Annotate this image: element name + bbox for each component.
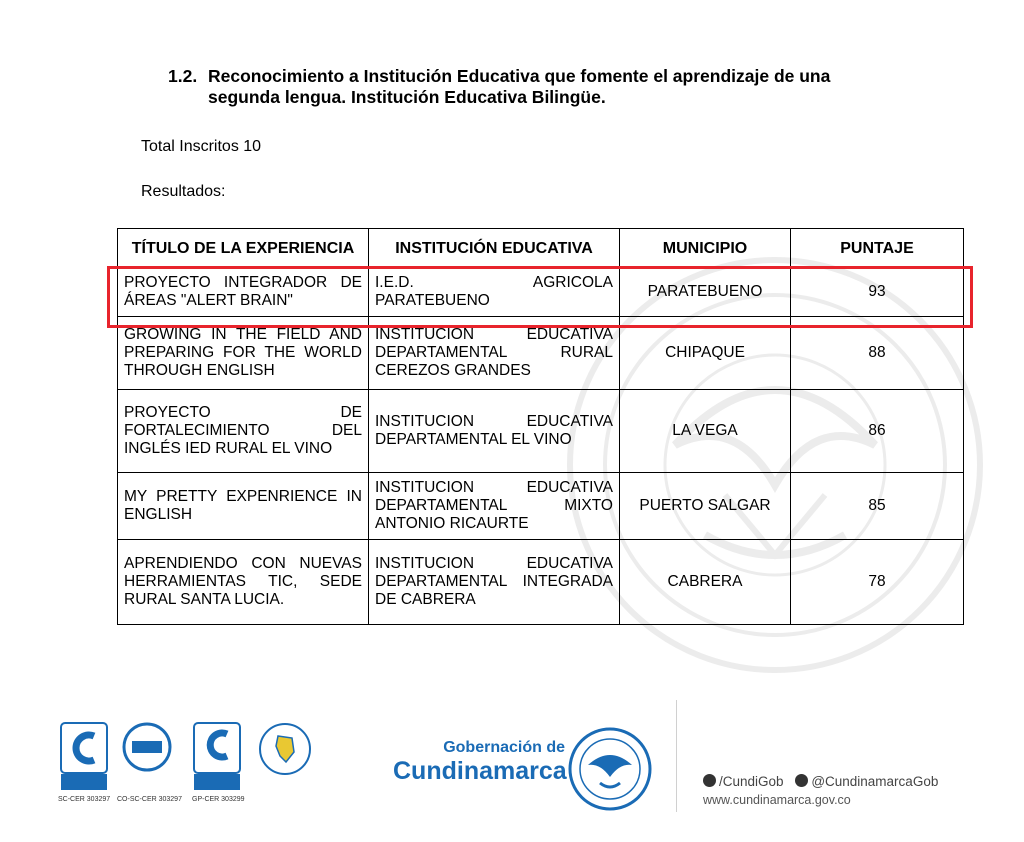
header-puntaje: PUNTAJE [791,229,964,268]
cert-code-2: CO-SC-CER 303297 [117,796,182,803]
section-title-line2: segunda lengua. Institución Educativa Bilingüe. [208,87,606,107]
cundinamarca-coat-of-arms-icon [568,727,652,811]
cell-municipio: CHIPAQUE [620,317,791,390]
cell-puntaje: 85 [791,473,964,540]
twitter-icon [795,774,808,787]
table-row [118,390,964,473]
social-links [703,774,938,789]
facebook-icon [703,774,716,787]
cell-titulo: APRENDIENDO CON NUEVAS HERRAMIENTAS TIC, SEDE RURAL SANTA LUCIA. [118,540,369,625]
twitter-handle[interactable]: @CundinamarcaGob [811,774,939,789]
header-titulo: TÍTULO DE LA EXPERIENCIA [118,229,369,268]
cell-puntaje: 93 [791,268,964,317]
cell-municipio: PUERTO SALGAR [620,473,791,540]
cert-code-1: SC-CER 303297 [58,796,111,803]
table-row [118,473,964,540]
cell-institucion: INSTITUCION EDUCATIVA DEPARTAMENTAL EL VINO [369,390,620,473]
total-inscritos: Total Inscritos 10 [141,138,262,155]
header-municipio: MUNICIPIO [620,229,791,268]
table-row [118,268,964,317]
cell-municipio: CABRERA [620,540,791,625]
cell-puntaje: 78 [791,540,964,625]
section-number: 1.2. [168,66,198,86]
cell-titulo: MY PRETTY EXPENRIENCE IN ENGLISH [118,473,369,540]
gob-line2: Cundinamarca [393,757,567,785]
cell-institucion: INSTITUCION EDUCATIVA DEPARTAMENTAL MIXTO ANTONIO RICAURTE [369,473,620,540]
cell-institucion: I.E.D. AGRICOLA PARATEBUENO [369,268,620,317]
cell-municipio: LA VEGA [620,390,791,473]
cell-puntaje: 86 [791,390,964,473]
results-label: Resultados: [141,183,226,200]
header-institucion: INSTITUCIÓN EDUCATIVA [369,229,620,268]
cell-institucion: INSTITUCION EDUCATIVA DEPARTAMENTAL RURAL CEREZOS GRANDES [369,317,620,390]
cell-municipio: PARATEBUENO [620,268,791,317]
website-link[interactable]: www.cundinamarca.gov.co [703,793,851,807]
cell-institucion: INSTITUCION EDUCATIVA DEPARTAMENTAL INTEGRADA DE CABRERA [369,540,620,625]
gob-line1: Gobernación de [443,739,565,756]
table-header-row [118,229,964,268]
table-row [118,540,964,625]
colombia-seal-icon [258,722,312,776]
section-heading [168,66,958,108]
cell-titulo: PROYECTO DE FORTALECIMIENTO DEL INGLÉS IED RURAL EL VINO [118,390,369,473]
gobernacion-logo-text [393,740,565,784]
section-title-line1: Reconocimiento a Institución Educativa que fomente el aprendizaje de una [208,66,831,86]
cell-titulo: PROYECTO INTEGRADOR DE ÁREAS "ALERT BRAIN" [118,268,369,317]
ntcgp-1000-badge-icon [193,722,241,792]
cell-puntaje: 88 [791,317,964,390]
iso-9001-badge-icon [60,722,108,792]
footer-divider [676,700,677,812]
iqnet-badge-icon [122,722,172,772]
results-table [117,228,964,625]
cert-code-3: GP-CER 303299 [192,796,245,803]
cell-titulo: GROWING IN THE FIELD AND PREPARING FOR THE WORLD THROUGH ENGLISH [118,317,369,390]
table-row [118,317,964,390]
facebook-handle[interactable]: /CundiGob [719,774,784,789]
